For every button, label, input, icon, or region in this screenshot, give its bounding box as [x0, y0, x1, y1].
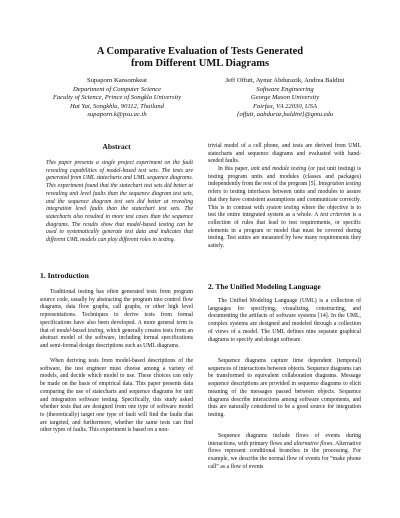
uml-paragraph-3	[208, 433, 361, 472]
intro-paragraph-1	[40, 289, 193, 351]
text-run: Sequence diagrams include flows of events during interactions, with primary flows and	[208, 433, 361, 447]
title-line-1: A Comparative Evaluation of Tests Generated	[96, 46, 304, 57]
author-email: supaporn.k@psu.ac.th	[87, 111, 147, 119]
author-name: Supaporn Kansomkeat	[87, 77, 147, 84]
definitions-paragraph	[208, 166, 361, 251]
author-location: Fairfax, VA 22030, USA	[252, 102, 318, 110]
text-run: Traditional testing has often generated tests from program source code, usually by abstracting the program into control flow diagrams, data flow graphs, call graphs, or other high level representations. Techniques to derive tests from formal specifications have also been developed. A more general term is that of	[40, 289, 193, 334]
author-name: Jeff Offutt, Aynur Abdurazik, Andrea Baldini	[225, 77, 345, 84]
emphasis-text: unit and module testing	[250, 166, 307, 172]
intro-paragraph-2: When deriving tests from model-based descriptions of the software, the test engineer must choose among a variety of models, and decide which model to use. These choices can only be made on the basis of empirical data. This paper presents data comparing the use of statecharts and sequence diagrams for unit and integration software testing. Specifically, this study asked whether tests that are designed from one type of software model to (theoretically) target one type of fault will find the faults that are targeted, and furthermore, whether the same tests can find other types of faults. This experiment is based on a non-	[40, 358, 193, 434]
abstract-text: This paper presents a single project experiment on the fault revealing capabilities of model-based test sets. The tests are generated from UML statecharts and UML sequence diagrams. This experiment found that the statechart test sets did better at revealing unit level faults than the sequence diagram test sets, and the sequence diagram test sets did better at revealing integration level faults than the statechart test sets. The statecharts also resulted in more test cases than the sequence diagrams. The results show that model-based testing can be used to systematically generate test data and indicates that different UML models can play different roles in testing.	[46, 160, 193, 244]
emphasis-text: system testing	[266, 204, 300, 211]
section-heading-introduction: 1. Introduction	[40, 271, 89, 280]
emphasis-text: Integration testing	[318, 181, 361, 188]
text-run: is a collection of rules that lead to test requirements, or specific elements in a program or model that must be covered during testing. Test suites are measured by how many requirements they satisfy.	[208, 212, 361, 250]
text-run: In this paper,	[218, 166, 251, 172]
author-email: {offutt, aabduraz,baldini}@gmu.edu	[236, 111, 334, 119]
text-run: refers to testing interfaces between units and modules to assure that they have consistent assumptions and communicate correctly. This is in contrast with	[208, 189, 361, 211]
text-run: . Alternative flows represent conditional branches in the processing. For example, we describe the normal flow of events for “make phone call” as a flow of events	[208, 440, 362, 470]
author-location: Hat Yai, Songkhla, 90112, Thailand	[70, 102, 164, 110]
intro-continuation-paragraph: trivial model of a cell phone, and tests are derived from UML statecharts and sequence diagrams and evaluated with hand-seeded faults.	[208, 143, 361, 165]
paper-title	[0, 46, 400, 70]
title-line-2: from Different UML Diagrams	[130, 58, 270, 69]
text-run: where the objective is to test the entire integrated system as a whole. A	[208, 204, 361, 219]
abstract-heading: Abstract	[102, 142, 131, 151]
author-department: Department of Computer Science	[72, 85, 162, 93]
author-block-2	[206, 77, 364, 120]
uml-paragraph-1: The Unified Modeling Language (UML) is a collection of languages for specifying, visualizing, constructing, and documenting the artifacts of software systems [14]. In the UML, complex systems are designed and modeled through a collection of views of a model. The UML defines nine separate graphical diagrams to specify and design software.	[208, 298, 361, 343]
emphasis-text: model-based testing	[56, 327, 104, 334]
author-affiliation: George Mason University	[250, 94, 320, 102]
emphasis-text: test criterion	[320, 212, 351, 219]
section-heading-uml: 2. The Unified Modeling Language	[208, 282, 321, 291]
text-run: , which generally creates tests from an abstract model of the software, including formal specifications and semi-formal design descriptions such as UML diagrams.	[40, 327, 193, 349]
uml-paragraph-2: Sequence diagrams capture time dependent (temporal) sequences of interactions between objects. Sequence diagrams can be transformed to equivalent collaboration diagrams. Message sequence descriptions are provided in sequence diagrams to elicit meaning of the messages passed between objects. Sequence diagrams describe interactions among software components, and thus are naturally considered to be a good source for integration testing.	[208, 358, 361, 418]
author-affiliation: Faculty of Science, Prince of Songkla University	[52, 94, 182, 102]
author-block-1	[42, 77, 192, 120]
text-run: (or just unit testing) is testing program units and modules (classes and packages) independently from the rest of the program [5].	[208, 166, 361, 188]
emphasis-text: alternative flows	[293, 440, 333, 447]
author-department: Software Engineering	[256, 85, 314, 93]
